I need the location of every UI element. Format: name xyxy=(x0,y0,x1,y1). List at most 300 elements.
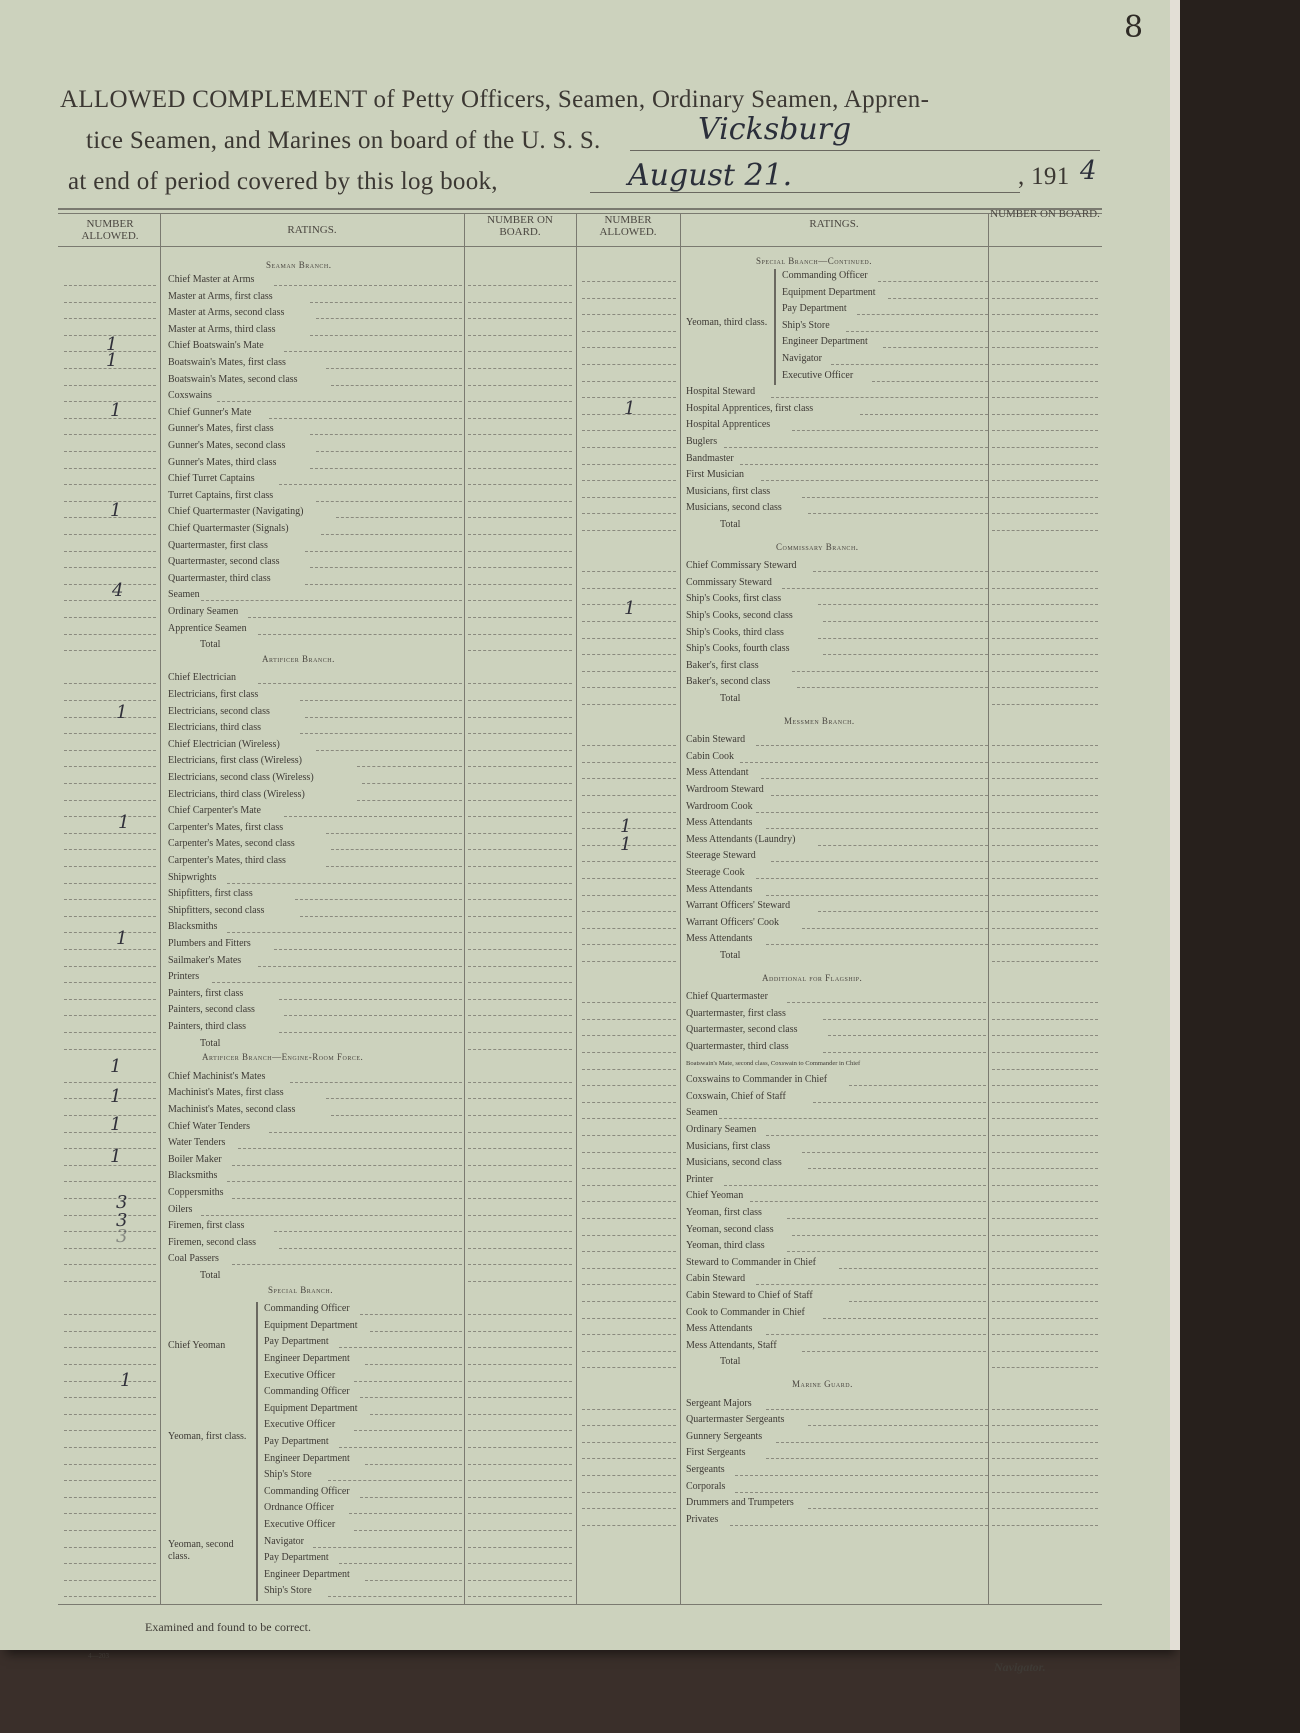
dotted-line xyxy=(771,397,988,398)
dotted-line xyxy=(64,1231,156,1232)
section-artificer-branch: Artificer Branch. xyxy=(262,653,335,664)
dotted-line xyxy=(64,849,156,850)
rating-entry: Warrant Officers' Cook xyxy=(686,916,780,928)
dotted-line xyxy=(735,1492,988,1493)
rating-entry: Master at Arms, third class xyxy=(168,323,276,335)
handwritten-number: 1 xyxy=(106,334,118,355)
rating-entry: Chief Yeoman xyxy=(686,1190,744,1202)
yeoman-entry: Executive Officer xyxy=(264,1419,336,1431)
dotted-line xyxy=(64,1497,156,1498)
dotted-line xyxy=(64,1563,156,1564)
rating-entry: Quartermaster, second class xyxy=(686,1024,798,1036)
dotted-line xyxy=(468,800,572,801)
dotted-line xyxy=(992,1492,1098,1493)
dotted-line xyxy=(258,966,462,967)
rating-entry: Commissary Steward xyxy=(686,576,772,588)
dotted-line xyxy=(468,1497,572,1498)
dotted-line xyxy=(992,1218,1098,1219)
rating-entry: Water Tenders xyxy=(168,1137,226,1149)
rating-entry: Quartermaster, first class xyxy=(168,539,268,551)
group-brace xyxy=(256,1485,258,1601)
dotted-line xyxy=(582,1367,676,1368)
dotted-line xyxy=(468,899,572,900)
dotted-line xyxy=(582,513,676,514)
dotted-line xyxy=(201,600,462,601)
dotted-line xyxy=(992,1301,1098,1302)
dotted-line xyxy=(582,687,676,688)
dotted-line xyxy=(468,916,572,917)
dotted-line xyxy=(766,828,988,829)
rating-entry: Steerage Steward xyxy=(686,850,756,862)
examined-note: Examined and found to be correct. xyxy=(145,1620,311,1634)
dotted-line xyxy=(212,982,462,983)
section-marine: Marine Guard. xyxy=(792,1379,853,1389)
yeoman-entry: Equipment Department xyxy=(264,1402,358,1414)
dotted-line xyxy=(468,285,572,286)
dotted-line xyxy=(582,1268,676,1269)
handwritten-number: 1 xyxy=(118,812,130,833)
header-line2: tice Seamen, and Marines on board of the U. S. S. xyxy=(86,127,601,154)
dotted-line xyxy=(468,1115,572,1116)
dotted-line xyxy=(992,671,1098,672)
dotted-line xyxy=(64,434,156,435)
rating-entry: Chief Turret Captains xyxy=(168,473,255,485)
yeoman-entry: Engineer Department xyxy=(264,1353,350,1364)
dotted-line xyxy=(468,1148,572,1149)
dotted-line xyxy=(740,464,988,465)
dotted-line xyxy=(360,1497,462,1498)
dotted-line xyxy=(468,700,572,701)
dotted-line xyxy=(349,1513,462,1514)
dotted-line xyxy=(582,464,676,465)
rating-entry: Electricians, first class (Wireless) xyxy=(168,755,302,767)
dotted-line xyxy=(468,1347,572,1348)
rating-entry: Painters, first class xyxy=(168,987,244,999)
dotted-line xyxy=(468,1082,572,1083)
rating-entry: Steerage Cook xyxy=(686,867,745,878)
dotted-line xyxy=(232,1198,462,1199)
dotted-line xyxy=(992,1442,1098,1443)
rating-entry: Privates xyxy=(686,1513,719,1525)
dotted-line xyxy=(992,1508,1098,1509)
dotted-line xyxy=(64,766,156,767)
dotted-line xyxy=(316,750,462,751)
dotted-line xyxy=(756,812,988,813)
dotted-line xyxy=(582,1135,676,1136)
dotted-line xyxy=(992,1351,1098,1352)
dotted-line xyxy=(468,1032,572,1033)
section-commissary: Commissary Branch. xyxy=(776,541,859,552)
dotted-line xyxy=(468,849,572,850)
dotted-line xyxy=(818,638,988,639)
dotted-line xyxy=(238,1148,462,1149)
dotted-line xyxy=(227,1181,462,1182)
dotted-line xyxy=(992,1458,1098,1459)
dotted-line xyxy=(468,335,572,336)
rating-entry: Cabin Steward to Chief of Staff xyxy=(686,1290,813,1301)
dotted-line xyxy=(823,654,988,655)
rating-entry: Gunner's Mates, first class xyxy=(168,423,274,435)
dotted-line xyxy=(582,621,676,622)
dotted-line xyxy=(468,1480,572,1481)
dotted-line xyxy=(64,700,156,701)
dotted-line xyxy=(992,464,1098,465)
dotted-line xyxy=(468,883,572,884)
dotted-line xyxy=(992,1069,1098,1070)
rating-entry: Gunnery Sergeants xyxy=(686,1430,763,1442)
handwritten-number: 1 xyxy=(106,350,118,371)
dotted-line xyxy=(582,1052,676,1053)
dotted-line xyxy=(468,1198,572,1199)
rating-entry: Boatswain's Mates, second class xyxy=(168,373,298,385)
dotted-line xyxy=(582,281,676,282)
dotted-line xyxy=(992,1168,1098,1169)
dotted-line xyxy=(582,1069,676,1070)
rating-entry: Sergeants xyxy=(686,1464,725,1475)
dotted-line xyxy=(468,1381,572,1382)
rating-entry: Musicians, first class xyxy=(686,1140,771,1152)
dotted-line xyxy=(354,1530,462,1531)
dotted-line xyxy=(582,671,676,672)
rating-entry: Musicians, second class xyxy=(686,502,782,514)
dotted-line xyxy=(468,816,572,817)
yeoman-entry: Commanding Officer xyxy=(264,1303,350,1315)
dotted-line xyxy=(331,1115,462,1116)
dotted-line xyxy=(582,347,676,348)
dotted-line xyxy=(279,1248,462,1249)
dotted-line xyxy=(64,1513,156,1514)
dotted-line xyxy=(468,717,572,718)
dotted-line xyxy=(300,916,462,917)
dotted-line xyxy=(468,750,572,751)
dotted-line xyxy=(719,1118,986,1119)
dotted-line xyxy=(331,849,462,850)
dotted-line xyxy=(582,944,676,945)
rating-entry: Boiler Maker xyxy=(168,1153,222,1165)
dotted-line xyxy=(818,604,988,605)
dotted-line xyxy=(64,451,156,452)
dotted-line xyxy=(64,1414,156,1415)
dotted-line xyxy=(64,1331,156,1332)
handwritten-number: 1 xyxy=(110,400,122,421)
dotted-line xyxy=(331,385,462,386)
total-label: Total xyxy=(200,1270,221,1281)
dotted-line xyxy=(279,999,462,1000)
dotted-line xyxy=(582,530,676,531)
dotted-line xyxy=(300,700,462,701)
dotted-line xyxy=(284,351,462,352)
yeoman-entry: Ordnance Officer xyxy=(264,1502,335,1514)
dotted-line xyxy=(766,1135,986,1136)
dotted-line xyxy=(468,617,572,618)
dotted-line xyxy=(64,1464,156,1465)
dotted-line xyxy=(468,351,572,352)
rating-entry: Ship's Cooks, second class xyxy=(686,610,793,621)
dotted-line xyxy=(582,497,676,498)
rating-entry: Master at Arms, second class xyxy=(168,307,285,319)
rating-entry: Boatswain's Mates, first class xyxy=(168,357,286,368)
dotted-line xyxy=(582,795,676,796)
handwritten-number: 1 xyxy=(620,834,632,855)
dotted-line xyxy=(370,1331,462,1332)
rating-entry: Yeoman, third class xyxy=(686,1240,765,1252)
dotted-line xyxy=(992,1525,1098,1526)
rating-entry: Bandmaster xyxy=(686,452,734,464)
dotted-line xyxy=(326,833,462,834)
rating-entry: Chief Electrician (Wireless) xyxy=(168,738,280,750)
dotted-line xyxy=(992,1235,1098,1236)
yeoman-entry: Ship's Store xyxy=(264,1585,312,1597)
dotted-line xyxy=(992,480,1098,481)
dotted-line xyxy=(64,318,156,319)
dotted-line xyxy=(582,1508,676,1509)
dotted-line xyxy=(992,638,1098,639)
dotted-line xyxy=(992,1409,1098,1410)
dotted-line xyxy=(582,1218,676,1219)
dotted-line xyxy=(284,816,462,817)
rating-entry: Mess Attendants, Staff xyxy=(686,1339,777,1351)
handwritten-number: 1 xyxy=(624,598,636,619)
dotted-line xyxy=(582,654,676,655)
dotted-line xyxy=(582,1442,676,1443)
dotted-line xyxy=(992,604,1098,605)
dotted-line xyxy=(582,314,676,315)
dotted-line xyxy=(750,1201,986,1202)
dotted-line xyxy=(766,944,988,945)
dotted-line xyxy=(336,517,462,518)
dotted-line xyxy=(468,517,572,518)
dotted-line xyxy=(992,812,1098,813)
dotted-line xyxy=(582,1152,676,1153)
dotted-line xyxy=(582,895,676,896)
dotted-line xyxy=(849,1085,986,1086)
dotted-line xyxy=(582,928,676,929)
dotted-line xyxy=(992,1251,1098,1252)
dotted-line xyxy=(468,468,572,469)
dotted-line xyxy=(468,1248,572,1249)
col-number-allowed-right: NUMBER ALLOWED. xyxy=(599,214,657,238)
dotted-line xyxy=(992,530,1098,531)
dotted-line xyxy=(468,1563,572,1564)
dotted-line xyxy=(792,430,988,431)
dotted-line xyxy=(992,845,1098,846)
dotted-line xyxy=(808,513,988,514)
group-brace xyxy=(256,1302,258,1385)
dotted-line xyxy=(310,468,462,469)
dotted-line xyxy=(217,401,462,402)
dotted-line xyxy=(468,1430,572,1431)
dotted-line xyxy=(582,447,676,448)
handwritten-number: 1 xyxy=(624,398,636,419)
dotted-line xyxy=(740,762,988,763)
dotted-line xyxy=(300,733,462,734)
dotted-line xyxy=(724,447,988,448)
rating-entry: Ship's Cooks, fourth class xyxy=(686,643,790,655)
dotted-line xyxy=(582,745,676,746)
rating-entry: Chief Machinist's Mates xyxy=(168,1070,266,1082)
rating-entry: Mess Attendants xyxy=(686,883,753,895)
dotted-line xyxy=(992,397,1098,398)
dotted-line xyxy=(305,717,462,718)
col-divider xyxy=(464,213,465,1604)
dotted-line xyxy=(64,866,156,867)
dotted-line xyxy=(64,584,156,585)
dotted-line xyxy=(305,584,462,585)
rating-entry: Ordinary Seamen xyxy=(168,606,239,617)
dotted-line xyxy=(797,687,988,688)
dotted-line xyxy=(64,1530,156,1531)
group-brace xyxy=(256,1385,258,1485)
dotted-line xyxy=(802,1351,986,1352)
yeoman-entry: Ship's Store xyxy=(264,1469,312,1481)
dotted-line xyxy=(64,1181,156,1182)
col-ratings-right: RATINGS. xyxy=(809,218,859,230)
group-brace xyxy=(774,269,776,385)
dotted-line xyxy=(310,567,462,568)
dotted-line xyxy=(354,1430,462,1431)
rating-entry: Shipfitters, first class xyxy=(168,888,253,900)
handwritten-number: 3 xyxy=(116,1210,128,1231)
rating-entry: Printers xyxy=(168,971,200,983)
dotted-line xyxy=(766,1409,988,1410)
dotted-line xyxy=(582,430,676,431)
dotted-line xyxy=(64,1381,156,1382)
dotted-line xyxy=(992,364,1098,365)
ship-name-line xyxy=(630,150,1100,151)
rating-entry: Musicians, second class xyxy=(686,1157,782,1169)
dotted-line xyxy=(468,783,572,784)
dotted-line xyxy=(992,1201,1098,1202)
dotted-line xyxy=(365,1464,462,1465)
rating-entry: Plumbers and Fitters xyxy=(168,938,251,949)
dotted-line xyxy=(64,1198,156,1199)
dotted-line xyxy=(992,497,1098,498)
dotted-line xyxy=(992,314,1098,315)
dotted-line xyxy=(321,534,462,535)
dotted-line xyxy=(468,418,572,419)
dotted-line xyxy=(992,621,1098,622)
dotted-line xyxy=(823,621,988,622)
dotted-line xyxy=(339,1447,462,1448)
yeoman-entry: Engineer Department xyxy=(264,1568,350,1580)
dotted-line xyxy=(839,1268,986,1269)
dotted-line xyxy=(582,1002,676,1003)
dotted-line xyxy=(468,949,572,950)
dotted-line xyxy=(582,298,676,299)
rating-entry: Drummers and Trumpeters xyxy=(686,1497,794,1509)
dotted-line xyxy=(468,584,572,585)
rating-entry: Chief Master at Arms xyxy=(168,274,255,285)
dotted-line xyxy=(992,1284,1098,1285)
yeoman-entry: Navigator xyxy=(782,353,822,364)
dotted-line xyxy=(771,861,988,862)
rating-entry: Cook to Commander in Chief xyxy=(686,1306,805,1318)
dotted-line xyxy=(992,1152,1098,1153)
handwritten-number: 1 xyxy=(620,816,632,837)
dotted-line xyxy=(888,298,988,299)
rating-entry: Firemen, second class xyxy=(168,1236,257,1248)
dotted-line xyxy=(992,1019,1098,1020)
dotted-line xyxy=(290,1082,462,1083)
dotted-line xyxy=(64,1281,156,1282)
col-on-board-right: NUMBER ON BOARD. xyxy=(990,208,1100,220)
rating-entry: Painters, third class xyxy=(168,1021,247,1032)
dotted-line xyxy=(64,484,156,485)
dotted-line xyxy=(808,1425,988,1426)
dotted-line xyxy=(468,1015,572,1016)
dotted-line xyxy=(227,883,462,884)
dotted-line xyxy=(992,1035,1098,1036)
dotted-line xyxy=(724,1185,986,1186)
dotted-line xyxy=(468,302,572,303)
dotted-line xyxy=(992,861,1098,862)
dotted-line xyxy=(468,1331,572,1332)
yeoman-entry: Equipment Department xyxy=(782,286,876,298)
dotted-line xyxy=(992,944,1098,945)
dotted-line xyxy=(310,335,462,336)
rating-entry: Yeoman, first class xyxy=(686,1207,762,1218)
rating-entry: Mess Attendants xyxy=(686,933,753,945)
dotted-line xyxy=(468,1530,572,1531)
rating-entry: Carpenter's Mates, first class xyxy=(168,821,284,833)
dotted-line xyxy=(872,381,988,382)
rating-entry: Chief Electrician xyxy=(168,672,237,684)
rating-entry: Mess Attendant xyxy=(686,767,749,779)
dotted-line xyxy=(269,1132,462,1133)
rating-entry: Seamen xyxy=(168,589,200,601)
dotted-line xyxy=(354,1381,462,1382)
dotted-line xyxy=(792,671,988,672)
dotted-line xyxy=(992,430,1098,431)
col-on-board-left: NUMBER ON BOARD. xyxy=(487,214,553,238)
dotted-line xyxy=(992,281,1098,282)
dotted-line xyxy=(468,567,572,568)
dotted-line xyxy=(64,750,156,751)
dotted-line xyxy=(64,1015,156,1016)
dotted-line xyxy=(468,999,572,1000)
dotted-line xyxy=(787,1218,986,1219)
col-divider xyxy=(160,213,161,1604)
dotted-line xyxy=(582,861,676,862)
dotted-line xyxy=(992,447,1098,448)
group-label: Yeoman, second class. xyxy=(168,1538,234,1562)
dotted-line xyxy=(339,1347,462,1348)
rating-entry: Coal Passers xyxy=(168,1253,219,1265)
rating-entry: Firemen, first class xyxy=(168,1220,245,1232)
total-label: Total xyxy=(720,1356,741,1368)
dotted-line xyxy=(365,1364,462,1365)
section-flagship: Additional for Flagship. xyxy=(762,972,863,983)
dotted-line xyxy=(64,1580,156,1581)
dotted-line xyxy=(992,1118,1098,1119)
dotted-line xyxy=(468,1447,572,1448)
dotted-line xyxy=(582,571,676,572)
rating-entry: Quartermaster, third class xyxy=(686,1041,789,1052)
dotted-line xyxy=(468,1281,572,1282)
dotted-line xyxy=(64,1314,156,1315)
dotted-line xyxy=(582,1085,676,1086)
dotted-line xyxy=(992,1475,1098,1476)
dotted-line xyxy=(992,1425,1098,1426)
dotted-line xyxy=(274,1231,462,1232)
dotted-line xyxy=(582,1035,676,1036)
dotted-line xyxy=(992,347,1098,348)
dotted-line xyxy=(735,1475,988,1476)
rating-entry: Quartermaster, second class xyxy=(168,556,280,568)
dotted-line xyxy=(232,1264,462,1265)
rating-entry: Painters, second class xyxy=(168,1004,255,1016)
dotted-line xyxy=(64,833,156,834)
